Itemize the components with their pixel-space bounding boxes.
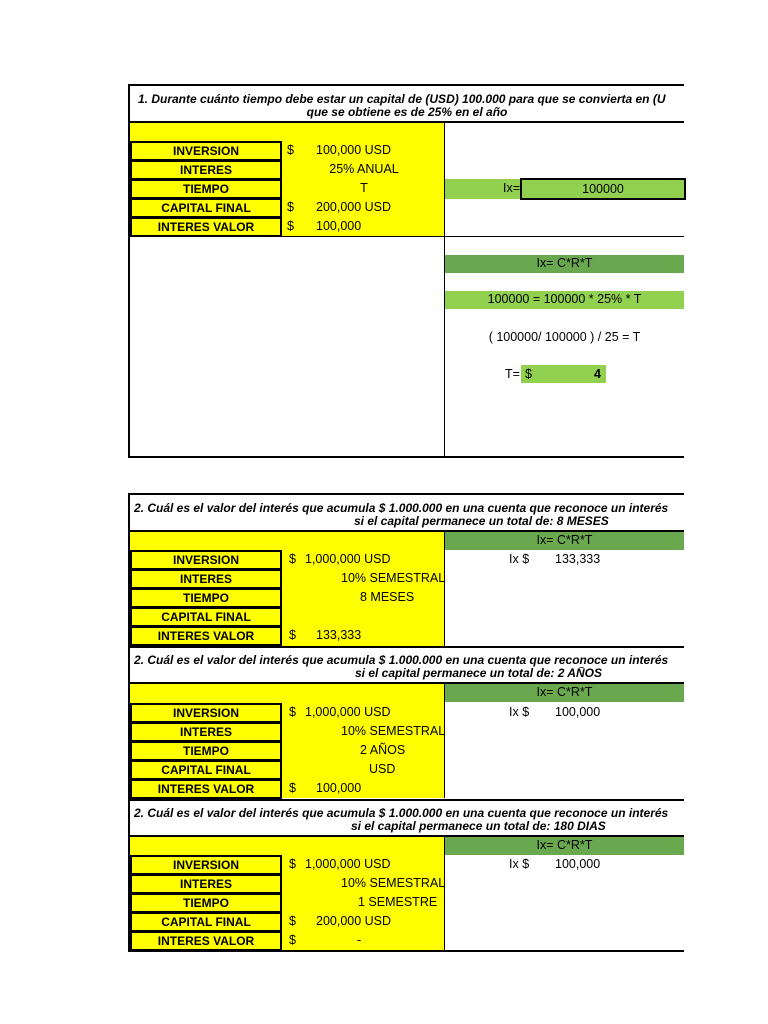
label-capital-final: CAPITAL FINAL [130, 198, 282, 218]
label-interes: INTERES [130, 160, 282, 180]
section-1-title: 1. Durante cuánto tiempo debe estar un capital de (USD) 100.000 para que se convierta en (U [138, 93, 666, 106]
s3-capital-value: USD [369, 762, 396, 776]
s2-label-interes: INTERES [130, 569, 282, 589]
label-tiempo: TIEMPO [130, 179, 282, 199]
capital-value: 200,000 USD [316, 200, 392, 214]
t-value: 4 [594, 367, 601, 381]
formula-solve: ( 100000/ 100000 ) / 25 = T [488, 330, 641, 344]
interes-valor-dollar: $ [287, 219, 294, 233]
s3-ix-value: 100,000 [555, 705, 601, 719]
s4-ix-value: 100,000 [555, 857, 601, 871]
s3-label-inversion: INVERSION [130, 703, 282, 723]
ix-value-cell: 100000 [520, 178, 686, 200]
s2-interes-valor-value: 133,333 [316, 628, 362, 642]
s4-interes-valor-value: - [357, 933, 362, 947]
s4-ix-label: Ix $ [509, 857, 530, 871]
section-1-vertical-divider [444, 123, 445, 456]
s4-tiempo-value: 1 SEMESTRE [358, 895, 438, 909]
s2-inversion-value: 1,000,000 USD [305, 552, 391, 566]
tiempo-value: T [360, 181, 368, 195]
s2-label-capital-final: CAPITAL FINAL [130, 607, 282, 627]
s2-label-tiempo: TIEMPO [130, 588, 282, 608]
t-label: T= [505, 367, 520, 381]
section-4-formula-bar: Ix= C*R*T [445, 837, 684, 855]
s3-label-interes: INTERES [130, 722, 282, 742]
inversion-value: 100,000 USD [316, 143, 392, 157]
s4-label-interes-valor: INTERES VALOR [130, 931, 282, 951]
formula-substitution: 100000 = 100000 * 25% * T [445, 291, 684, 309]
s2-interes-valor-dollar: $ [289, 628, 296, 642]
s4-capital-value: 200,000 USD [316, 914, 392, 928]
s3-tiempo-value: 2 AÑOS [360, 743, 406, 757]
section-3-formula-bar: Ix= C*R*T [445, 684, 684, 702]
s4-label-tiempo: TIEMPO [130, 893, 282, 913]
section-2-title-line2: si el capital permanece un total de: 8 MESES [354, 515, 609, 528]
s3-ix-label: Ix $ [509, 705, 530, 719]
s4-label-capital-final: CAPITAL FINAL [130, 912, 282, 932]
s3-label-capital-final: CAPITAL FINAL [130, 760, 282, 780]
interes-valor-value: 100,000 [316, 219, 362, 233]
interes-value: 25% ANUAL [329, 162, 399, 176]
s3-interes-valor-value: 100,000 [316, 781, 362, 795]
s4-interes-valor-dollar: $ [289, 933, 296, 947]
section-1-right-line [444, 236, 684, 237]
s3-interes-valor-dollar: $ [289, 781, 296, 795]
label-interes-valor: INTERES VALOR [130, 217, 282, 237]
s2-label-interes-valor: INTERES VALOR [130, 626, 282, 646]
s2-interes-value: 10% SEMESTRAL [341, 571, 446, 585]
s4-inversion-value: 1,000,000 USD [305, 857, 391, 871]
s2-label-inversion: INVERSION [130, 550, 282, 570]
s4-label-interes: INTERES [130, 874, 282, 894]
section-3-title-line2: si el capital permanece un total de: 2 AÑOS [355, 667, 602, 680]
s3-label-interes-valor: INTERES VALOR [130, 779, 282, 799]
s4-label-inversion: INVERSION [130, 855, 282, 875]
s4-capital-dollar: $ [289, 914, 296, 928]
section-2-title: 2. Cuál es el valor del interés que acumula $ 1.000.000 en una cuenta que reconoce un interés [134, 502, 669, 515]
s4-interes-value: 10% SEMESTRAL [341, 876, 446, 890]
t-dollar: $ [525, 367, 532, 381]
s4-inversion-dollar: $ [289, 857, 296, 871]
capital-dollar: $ [287, 200, 294, 214]
s3-inversion-value: 1,000,000 USD [305, 705, 391, 719]
section-4-title: 2. Cuál es el valor del interés que acumula $ 1.000.000 en una cuenta que reconoce un interés [134, 807, 669, 820]
label-inversion: INVERSION [130, 141, 282, 161]
s2-ix-label: Ix $ [509, 552, 530, 566]
s3-label-tiempo: TIEMPO [130, 741, 282, 761]
section-3-title: 2. Cuál es el valor del interés que acumula $ 1.000.000 en una cuenta que reconoce un interés [134, 654, 669, 667]
s3-interes-value: 10% SEMESTRAL [341, 724, 446, 738]
inversion-dollar: $ [287, 143, 294, 157]
s2-ix-value: 133,333 [555, 552, 601, 566]
section-1-title-line2: que se obtiene es de 25% en el año [306, 106, 508, 119]
ix-label: Ix= [503, 181, 521, 195]
section-2-formula-bar: Ix= C*R*T [445, 532, 684, 550]
formula-bar: Ix= C*R*T [445, 255, 684, 273]
s3-inversion-dollar: $ [289, 705, 296, 719]
s2-inversion-dollar: $ [289, 552, 296, 566]
section-4-title-line2: si el capital permanece un total de: 180 DIAS [351, 820, 606, 833]
s2-tiempo-value: 8 MESES [360, 590, 415, 604]
